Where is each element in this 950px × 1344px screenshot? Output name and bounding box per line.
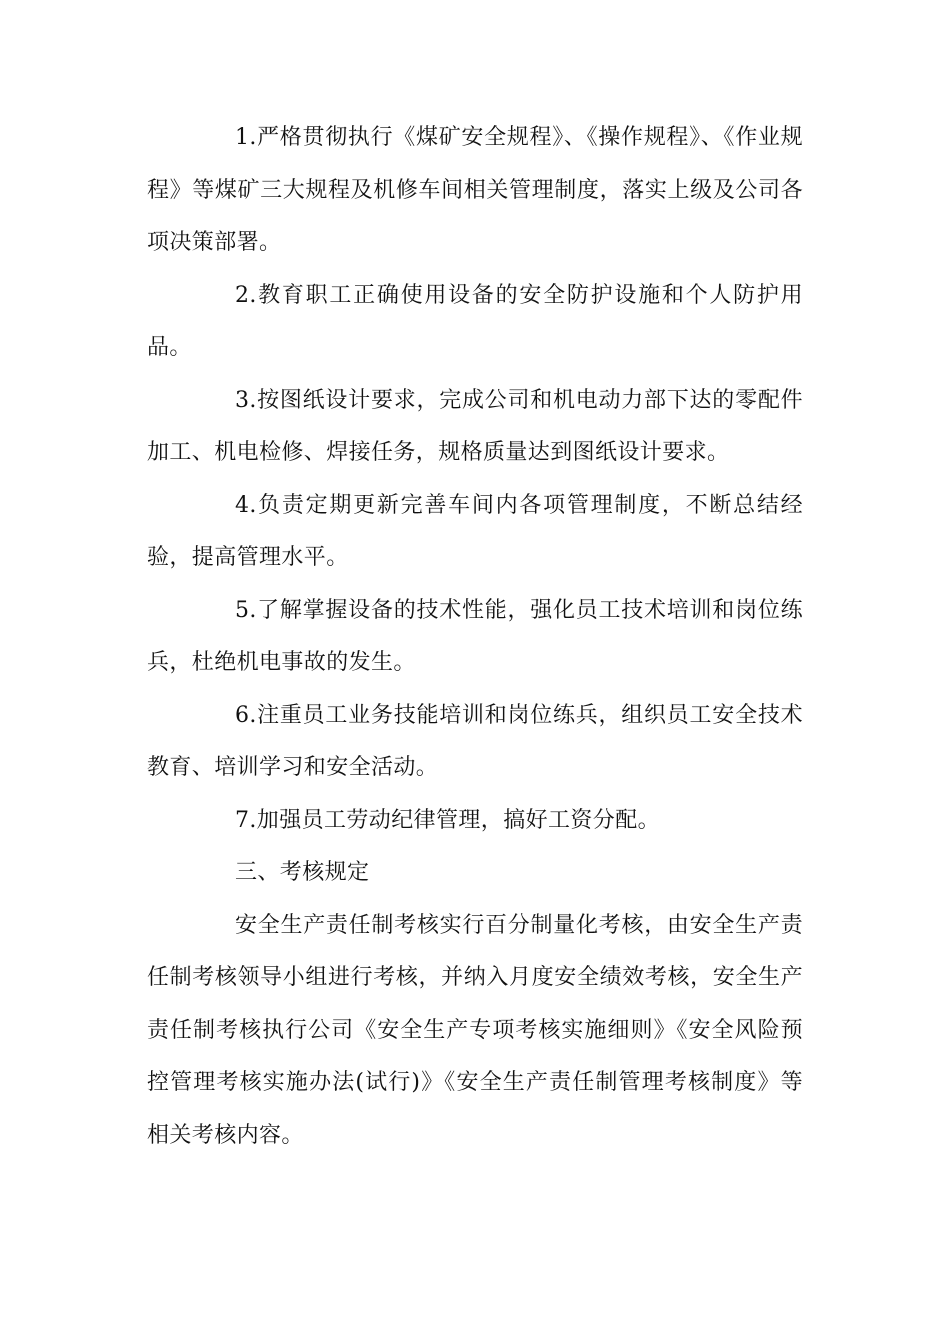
document-body [147, 112, 803, 1162]
list-item-5: 5.了解掌握设备的技术性能，强化员工技术培训和岗位练兵，杜绝机电事故的发生。 [147, 597, 803, 675]
list-item-1: 1.严格贯彻执行《煤矿安全规程》、《操作规程》、《作业规程》等煤矿三大规程及机修车间相关管理制度，落实上级及公司各项决策部署。 [147, 125, 803, 255]
list-item-6: 6.注重员工业务技能培训和岗位练兵，组织员工安全技术教育、培训学习和安全活动。 [147, 702, 803, 780]
section-paragraph: 安全生产责任制考核实行百分制量化考核，由安全生产责任制考核领导小组进行考核，并纳入月度安全绩效考核，安全生产责任制考核执行公司《安全生产专项考核实施细则》《安全风险预控管理考核实施办法(试行)》《安全生产责任制管理考核制度》等相关考核内容。 [147, 912, 803, 1148]
list-item-7: 7.加强员工劳动纪律管理，搞好工资分配。 [235, 807, 660, 833]
list-item-4: 4.负责定期更新完善车间内各项管理制度，不断总结经验，提高管理水平。 [147, 492, 803, 570]
list-item-3: 3.按图纸设计要求，完成公司和机电动力部下达的零配件加工、机电检修、焊接任务，规格质量达到图纸设计要求。 [147, 387, 803, 465]
list-item-2: 2.教育职工正确使用设备的安全防护设施和个人防护用品。 [147, 282, 803, 360]
section-heading: 三、考核规定 [235, 860, 370, 885]
